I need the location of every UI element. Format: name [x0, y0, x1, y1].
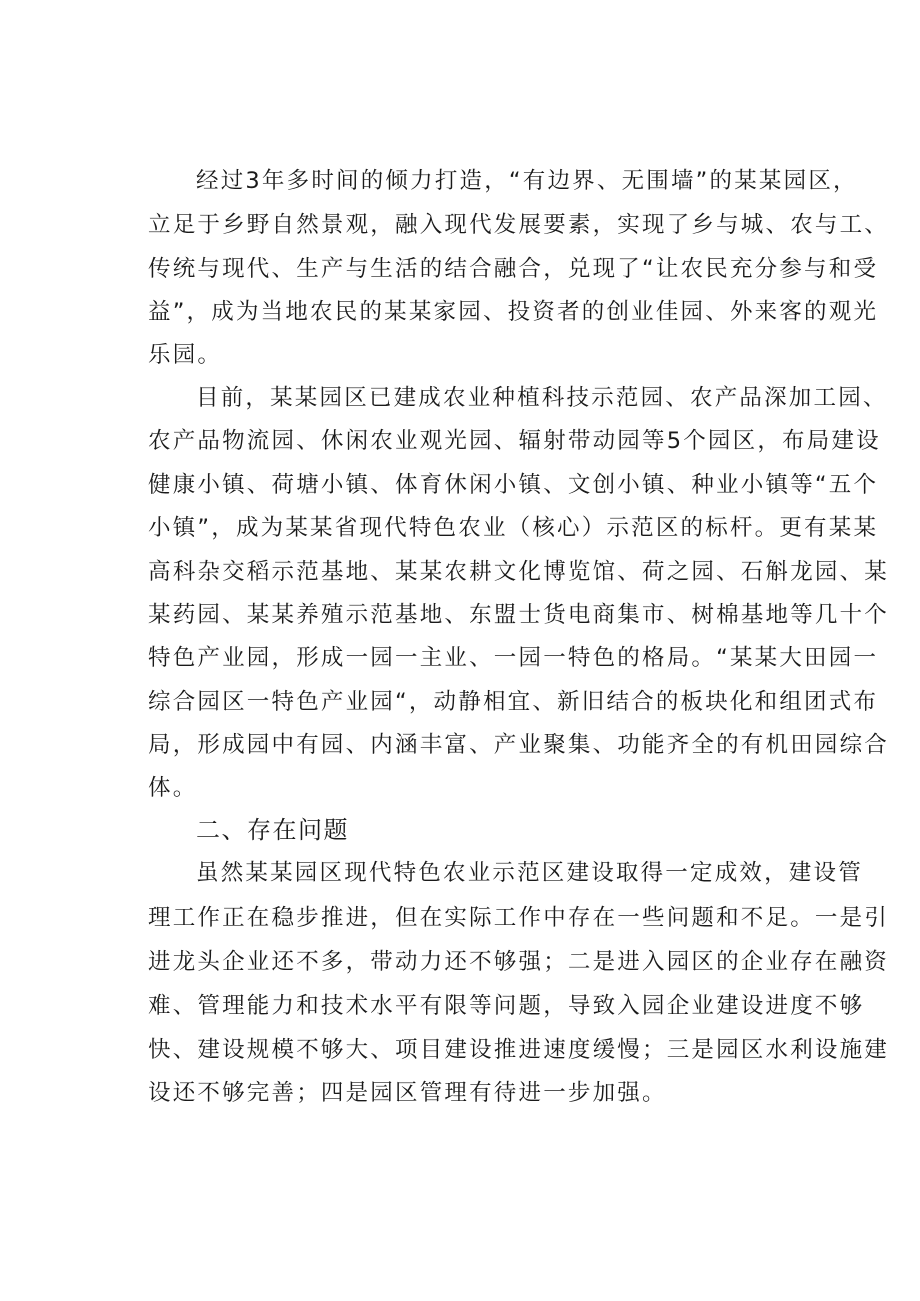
- section-heading: 二、存在问题: [196, 816, 349, 844]
- paragraph-1-line-5: 乐园。: [148, 342, 223, 368]
- paragraph-3-line-6: 设还不够完善；四是园区管理有待进一步加强。: [148, 1080, 667, 1106]
- paragraph-2-line-7: 特色产业园，形成一园一主业、一园一特色的格局。“某某大田园一: [148, 645, 879, 671]
- paragraph-1-line-1: 经过3年多时间的倾力打造，“有边界、无围墙”的某某园区，: [196, 168, 858, 194]
- paragraph-2-line-10: 体。: [148, 775, 198, 801]
- paragraph-2-line-5: 高科杂交稻示范基地、某某农耕文化博览馆、荷之园、石斛龙园、某: [148, 559, 890, 585]
- paragraph-2-line-9: 局，形成园中有园、内涵丰富、产业聚集、功能齐全的有机田园综合: [148, 732, 890, 758]
- paragraph-3-line-2: 理工作正在稳步推进，但在实际工作中存在一些问题和不足。一是引: [148, 905, 890, 931]
- paragraph-2-line-3: 健康小镇、荷塘小镇、体育休闲小镇、文创小镇、种业小镇等“五个: [148, 472, 879, 498]
- paragraph-2-line-1: 目前，某某园区已建成农业种植科技示范园、农产品深加工园、: [196, 385, 888, 411]
- paragraph-2-line-8: 综合园区一特色产业园“，动静相宜、新旧结合的板块化和组团式布: [148, 689, 879, 715]
- paragraph-2-line-4: 小镇”，成为某某省现代特色农业（核心）示范区的标杆。更有某某: [148, 515, 879, 541]
- paragraph-2-line-6: 某药园、某某养殖示范基地、东盟士货电商集市、树棉基地等几十个: [148, 602, 890, 628]
- paragraph-3-line-5: 快、建设规模不够大、项目建设推进速度缓慢；三是园区水利设施建: [148, 1037, 890, 1063]
- paragraph-1-line-3: 传统与现代、生产与生活的结合融合，兑现了“让农民充分参与和受: [148, 256, 879, 282]
- paragraph-1-line-2: 立足于乡野自然景观，融入现代发展要素，实现了乡与城、农与工、: [148, 212, 890, 238]
- paragraph-3-line-4: 难、管理能力和技术水平有限等问题，导致入园企业建设进度不够: [148, 993, 865, 1019]
- paragraph-1-line-4: 益”，成为当地农民的某某家园、投资者的创业佳园、外来客的观光: [148, 299, 879, 325]
- paragraph-3-line-3: 进龙头企业还不多，带动力还不够强；二是进入园区的企业存在融资: [148, 949, 890, 975]
- paragraph-3-line-1: 虽然某某园区现代特色农业示范区建设取得一定成效，建设管: [196, 860, 863, 886]
- paragraph-2-line-2: 农产品物流园、休闲农业观光园、辐射带动园等5个园区，布局建设: [148, 428, 881, 454]
